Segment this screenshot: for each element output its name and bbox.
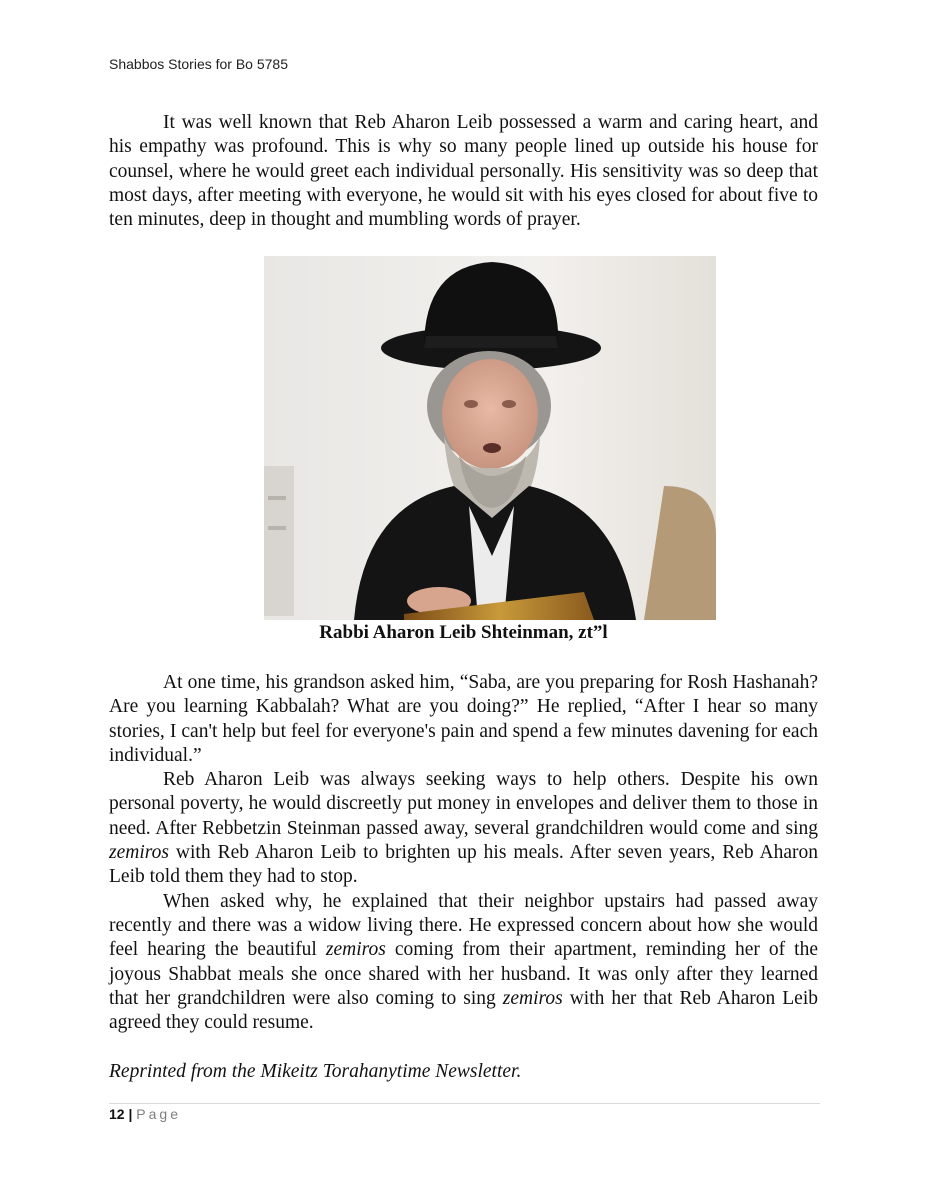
rabbi-photo: [264, 256, 716, 620]
intro-paragraph-block: [109, 111, 818, 232]
story-paragraph-3: When asked why, he explained that their neighbor upstairs had passed away recently and there was a widow living there. He expressed concern about how she would feel hearing the beautiful zemiros coming from their apartment, reminding her of the joyous Shabbat meals she once shared with her husband. It was only after they learned that her grandchildren were also coming to sing zemiros with her that Reb Aharon Leib agreed they could resume.: [109, 890, 819, 1034]
page-number: 12: [109, 1106, 125, 1122]
page-label: Page: [136, 1106, 181, 1122]
zemiros-term: zemiros: [325, 939, 386, 961]
reprint-credit: Reprinted from the Mikeitz Torahanytime Newsletter.: [109, 1061, 522, 1082]
zemiros-term: zemiros: [502, 987, 563, 1009]
photo-caption: Rabbi Aharon Leib Shteinman, zt”l: [319, 622, 608, 643]
footer-divider: [109, 1103, 820, 1104]
story-paragraph-2: Reb Aharon Leib was always seeking ways to help others. Despite his own personal poverty, he would discreetly put money in envelopes and deliver them to those in need. After Rebbetzin Steinman passed away, several grandchildren would come and sing zemiros with Reb Aharon Leib to brighten up his meals. After seven years, Reb Aharon Leib told them they had to stop.: [109, 769, 818, 888]
intro-paragraph: It was well known that Reb Aharon Leib possessed a warm and caring heart, and his empathy was profound. This is why so many people lined up outside his house for counsel, where he would greet each individual personally. His sensitivity was so deep that most days, after meeting with everyone, he would sit with his eyes closed for about five to ten minutes, deep in thought and mumbling words of prayer.: [109, 112, 818, 231]
footer-separator: |: [128, 1106, 133, 1122]
running-header: Shabbos Stories for Bo 5785: [109, 56, 289, 72]
story-paragraph-1: At one time, his grandson asked him, “Saba, are you preparing for Rosh Hashanah? Are you learning Kabbalah? What are you doing?” He replied, “After I hear so many stories, I can't help but feel for everyone's pain and spend a few minutes davening for each individual.”: [109, 672, 818, 766]
story-block: [109, 671, 818, 1035]
page-footer: [109, 1106, 181, 1122]
zemiros-term: zemiros: [109, 842, 169, 864]
